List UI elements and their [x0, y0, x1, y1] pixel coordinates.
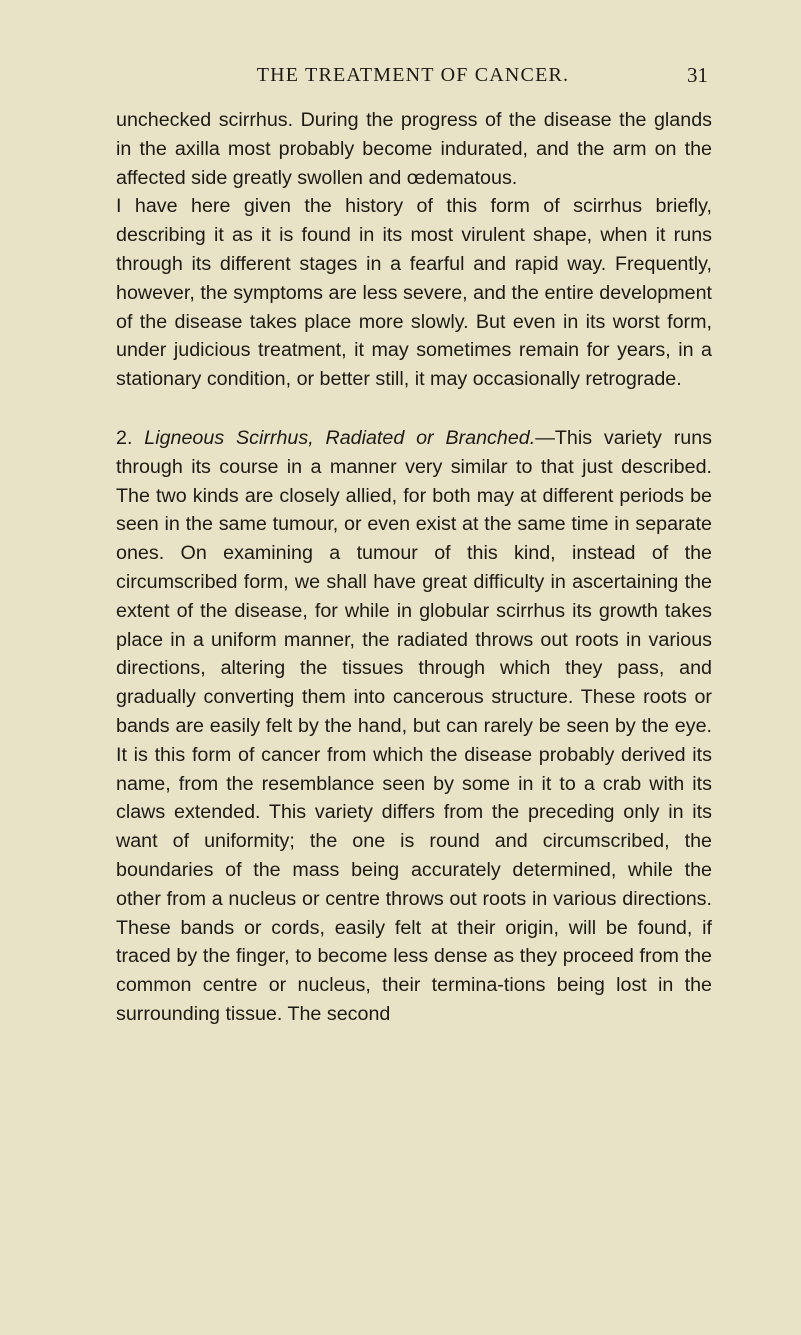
- section-heading: Ligneous Scirrhus, Radiated or Branched.: [144, 426, 536, 449]
- paragraph-2: I have here given the history of this form of scirrhus briefly, describing it as it is found in its most virulent shape, when it runs through its different stages in a fearful and rapid way. Frequently, however, the symptoms are less severe, and the entire development of the disease takes place more slowly. But even in its worst form, under judicious treatment, it may sometimes remain for years, in a stationary condition, or better still, it may occasionally retrograde.: [116, 195, 712, 391]
- page-number: 31: [687, 63, 708, 87]
- paragraph-1: unchecked scirrhus. During the progress of the disease the glands in the axilla most probably become indurated, and the arm on the affected side greatly swollen and œdematous.: [116, 109, 712, 189]
- running-title: THE TREATMENT OF CANCER.: [256, 64, 570, 86]
- paragraph-3-text: —This variety runs through its course in a manner very similar to that just described. The two kinds are closely allied, for both may at different periods be seen in the same tumour, or even exist at the same time in separate ones. On examining a tumour of this kind, instead of the circumscribed form, we shall have great difficulty in ascertaining the extent of the disease, for while in globular scirrhus its growth takes place in a uniform manner, the radiated throws out roots in various directions, altering the tissues through which they pass, and gradually converting them into cancerous structure. These roots or bands are easily felt by the hand, but can rarely be seen by the eye. It is this form of cancer from which the disease probably derived its name, from the resemblance seen by some in it to a crab with its claws extended. This variety differs from the preceding only in its want of uniformity; the one is round and circumscribed, the boundaries of the mass being accurately determined, while the other from a nucleus or centre throws out roots in various directions. These bands or cords, easily felt at their origin, will be found, if traced by the finger, to become less dense as they proceed from the common centre or nucleus, their termina-tions being lost in the surrounding tissue. The second: [116, 426, 712, 1025]
- running-head: [118, 60, 708, 90]
- body-text: [116, 106, 712, 1029]
- paragraph-3: [116, 424, 712, 1029]
- section-number: 2.: [116, 426, 145, 449]
